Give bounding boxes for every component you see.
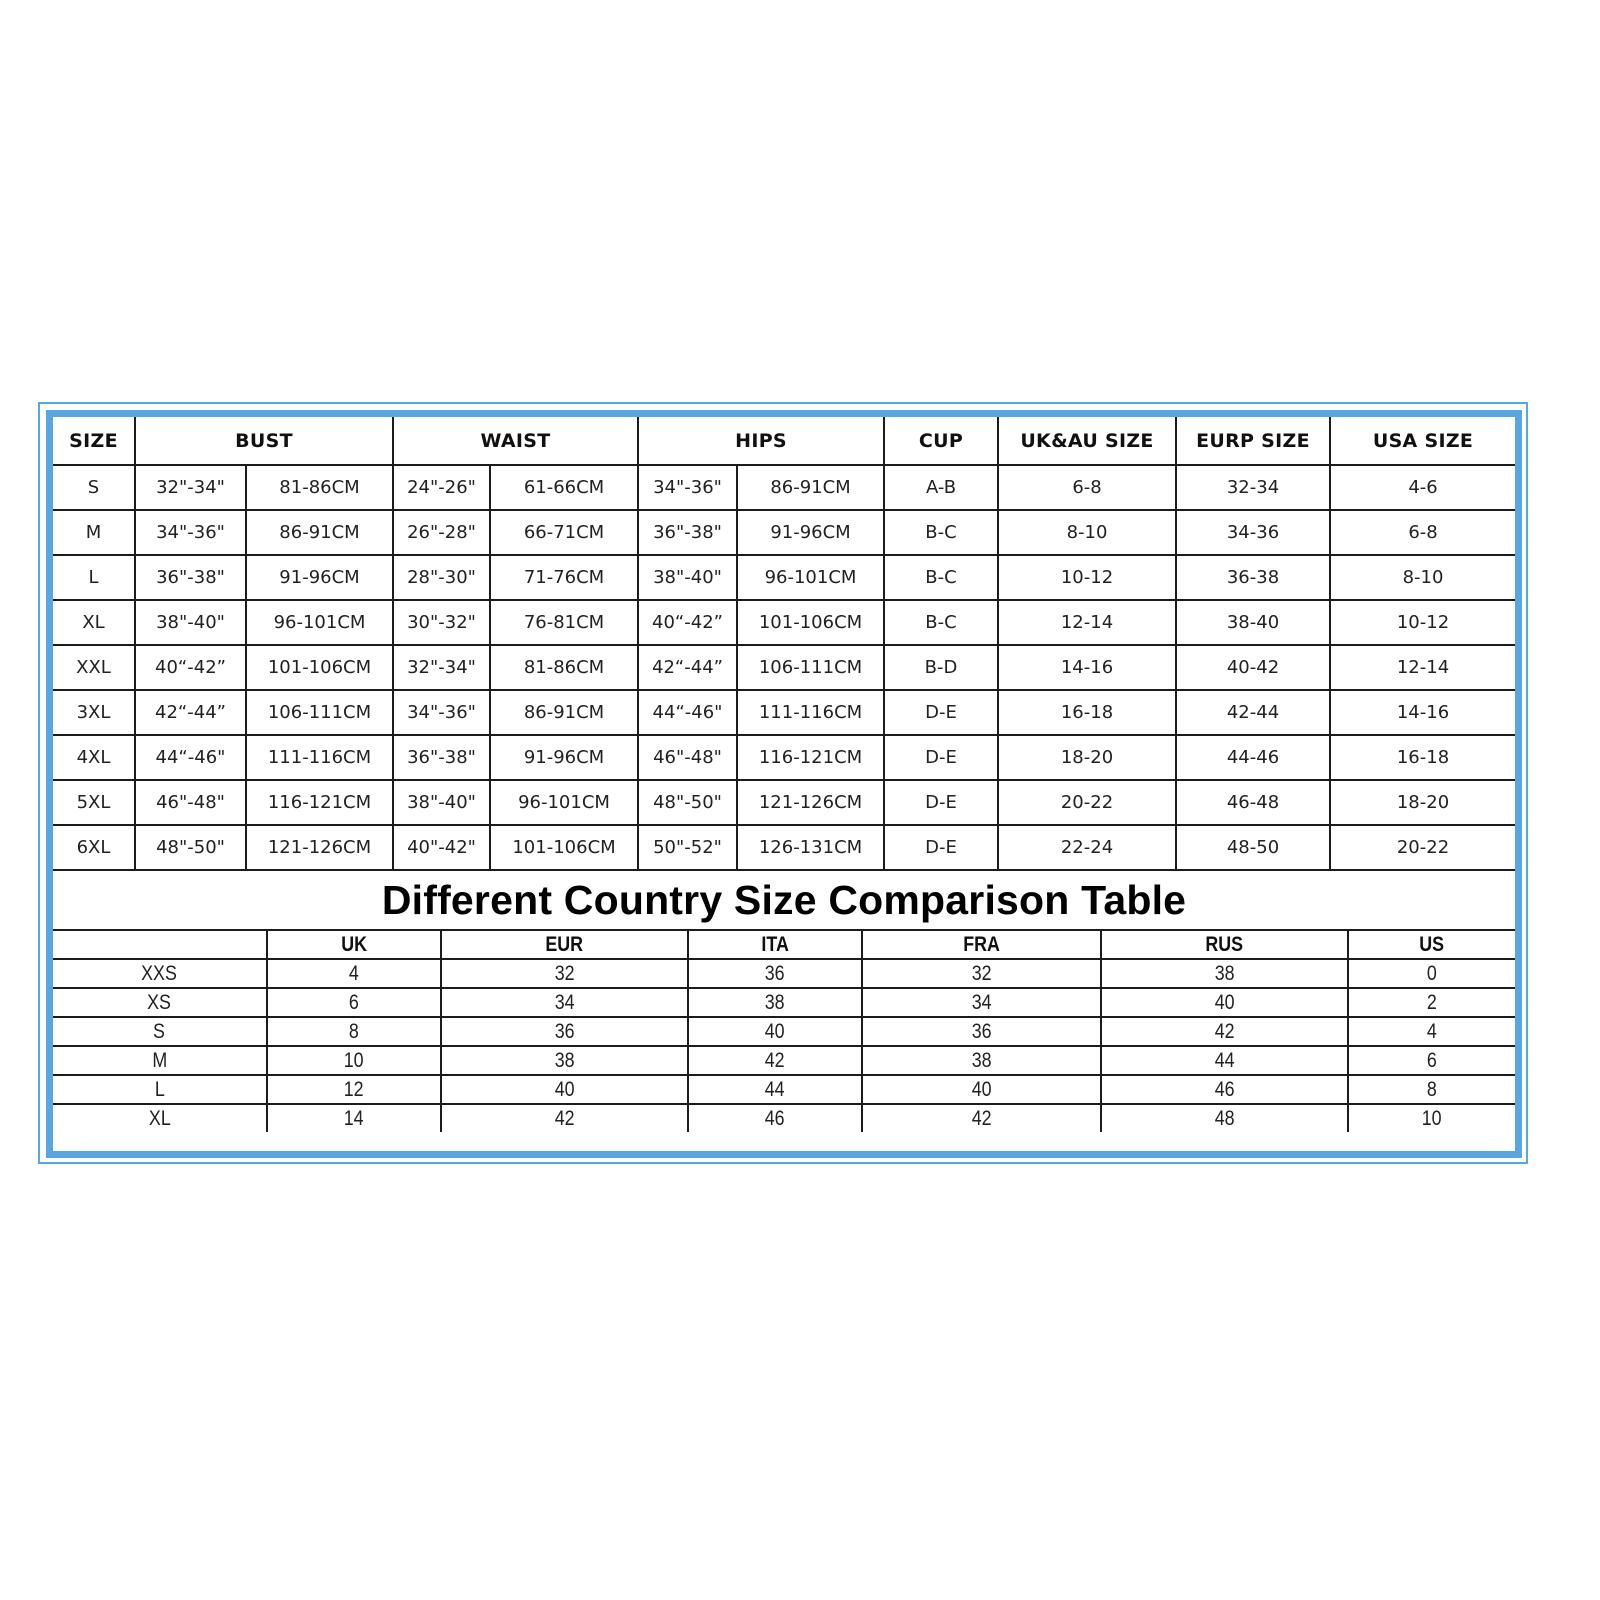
cell-bust-in: 40“-42”	[135, 645, 246, 690]
cell-eurp: 36-38	[1176, 555, 1330, 600]
cell-waist-cm: 91-96CM	[490, 735, 638, 780]
cell-bust-in: 38"-40"	[135, 600, 246, 645]
comparison-cell-value: 34	[971, 990, 992, 1014]
comparison-cell	[688, 1017, 862, 1046]
size-table-row	[53, 555, 1515, 600]
cell-waist-in: 32"-34"	[393, 645, 490, 690]
comparison-cell-value: 8	[349, 1019, 359, 1043]
header-waist: WAIST	[393, 417, 638, 465]
comparison-table-body	[53, 959, 1515, 1132]
cell-waist-cm: 101-106CM	[490, 825, 638, 870]
comparison-size-label	[53, 1046, 267, 1075]
cell-hips-in: 34"-36"	[638, 465, 737, 510]
comparison-header-label: FRA	[963, 932, 1000, 956]
cell-uk-au: 20-22	[998, 780, 1176, 825]
comparison-table-row	[53, 1104, 1515, 1132]
comparison-cell-value: 46	[1214, 1077, 1235, 1101]
comparison-table-row	[53, 1017, 1515, 1046]
comparison-cell	[267, 988, 441, 1017]
cell-size: M	[53, 510, 135, 555]
cell-hips-in: 38"-40"	[638, 555, 737, 600]
size-table-body	[53, 465, 1515, 870]
cell-waist-in: 38"-40"	[393, 780, 490, 825]
cell-waist-cm: 71-76CM	[490, 555, 638, 600]
size-table-header-row	[53, 417, 1515, 465]
comparison-cell-value: 38	[554, 1048, 575, 1072]
comparison-cell	[688, 959, 862, 988]
comparison-header-eur	[441, 930, 688, 959]
cell-bust-cm: 121-126CM	[246, 825, 393, 870]
comparison-table-row	[53, 1075, 1515, 1104]
cell-hips-in: 46"-48"	[638, 735, 737, 780]
comparison-cell-value: 48	[1214, 1106, 1235, 1130]
cell-cup: B-C	[884, 510, 998, 555]
cell-usa: 14-16	[1330, 690, 1515, 735]
header-hips: HIPS	[638, 417, 884, 465]
size-table-row	[53, 600, 1515, 645]
comparison-header-label: ITA	[761, 932, 789, 956]
cell-uk-au: 6-8	[998, 465, 1176, 510]
comparison-cell	[862, 959, 1101, 988]
cell-waist-in: 28"-30"	[393, 555, 490, 600]
comparison-size-label	[53, 1104, 267, 1132]
comparison-cell-value: 36	[765, 961, 785, 985]
comparison-cell	[1101, 959, 1348, 988]
header-size: SIZE	[53, 417, 135, 465]
comparison-cell	[267, 1075, 441, 1104]
cell-hips-cm: 126-131CM	[737, 825, 884, 870]
cell-hips-in: 44“-46"	[638, 690, 737, 735]
cell-cup: B-C	[884, 600, 998, 645]
cell-size: XL	[53, 600, 135, 645]
comparison-cell-value: 42	[765, 1048, 785, 1072]
cell-size: 4XL	[53, 735, 135, 780]
cell-hips-cm: 91-96CM	[737, 510, 884, 555]
comparison-table-row	[53, 988, 1515, 1017]
size-table-row	[53, 780, 1515, 825]
comparison-header-label: EUR	[545, 932, 584, 956]
comparison-cell-value: 6	[349, 990, 359, 1014]
cell-cup: D-E	[884, 690, 998, 735]
cell-usa: 10-12	[1330, 600, 1515, 645]
cell-uk-au: 12-14	[998, 600, 1176, 645]
header-eurp-size: EURP SIZE	[1176, 417, 1330, 465]
comparison-size-label	[53, 959, 267, 988]
cell-size: 6XL	[53, 825, 135, 870]
comparison-cell	[441, 1017, 688, 1046]
cell-eurp: 44-46	[1176, 735, 1330, 780]
comparison-cell	[267, 959, 441, 988]
cell-eurp: 32-34	[1176, 465, 1330, 510]
comparison-cell	[862, 1104, 1101, 1132]
cell-waist-cm: 66-71CM	[490, 510, 638, 555]
cell-bust-in: 32"-34"	[135, 465, 246, 510]
cell-usa: 12-14	[1330, 645, 1515, 690]
cell-waist-in: 30"-32"	[393, 600, 490, 645]
cell-bust-in: 48"-50"	[135, 825, 246, 870]
comparison-cell	[1348, 1104, 1515, 1132]
comparison-cell	[1101, 988, 1348, 1017]
cell-eurp: 38-40	[1176, 600, 1330, 645]
cell-size: 3XL	[53, 690, 135, 735]
comparison-cell-value: 36	[971, 1019, 992, 1043]
cell-hips-in: 42“-44”	[638, 645, 737, 690]
cell-hips-cm: 86-91CM	[737, 465, 884, 510]
comparison-cell-value: 40	[1214, 990, 1235, 1014]
cell-cup: A-B	[884, 465, 998, 510]
comparison-cell	[267, 1046, 441, 1075]
comparison-header-us	[1348, 930, 1515, 959]
cell-uk-au: 16-18	[998, 690, 1176, 735]
comparison-table-title: Different Country Size Comparison Table	[381, 876, 1187, 923]
cell-eurp: 46-48	[1176, 780, 1330, 825]
comparison-cell-value: 32	[971, 961, 992, 985]
comparison-cell-value: 38	[765, 990, 785, 1014]
comparison-cell	[267, 1104, 441, 1132]
comparison-cell-value: 40	[554, 1077, 575, 1101]
size-table-row	[53, 690, 1515, 735]
cell-cup: D-E	[884, 735, 998, 780]
cell-waist-cm: 96-101CM	[490, 780, 638, 825]
comparison-header-label: RUS	[1205, 932, 1244, 956]
cell-uk-au: 18-20	[998, 735, 1176, 780]
comparison-cell	[1348, 988, 1515, 1017]
cell-bust-in: 46"-48"	[135, 780, 246, 825]
comparison-cell	[1101, 1075, 1348, 1104]
size-table-row	[53, 825, 1515, 870]
cell-bust-cm: 81-86CM	[246, 465, 393, 510]
cell-bust-cm: 116-121CM	[246, 780, 393, 825]
cell-waist-cm: 81-86CM	[490, 645, 638, 690]
comparison-cell-value: 40	[971, 1077, 992, 1101]
cell-bust-cm: 86-91CM	[246, 510, 393, 555]
comparison-cell-value: 32	[554, 961, 575, 985]
comparison-header-ita	[688, 930, 862, 959]
comparison-cell	[688, 1046, 862, 1075]
header-bust: BUST	[135, 417, 393, 465]
comparison-cell-value: L	[154, 1077, 165, 1101]
comparison-table-row	[53, 1046, 1515, 1075]
comparison-cell	[441, 1075, 688, 1104]
cell-eurp: 40-42	[1176, 645, 1330, 690]
cell-bust-in: 36"-38"	[135, 555, 246, 600]
comparison-cell	[267, 1017, 441, 1046]
size-table-row	[53, 465, 1515, 510]
cell-hips-in: 50"-52"	[638, 825, 737, 870]
cell-hips-cm: 121-126CM	[737, 780, 884, 825]
cell-usa: 8-10	[1330, 555, 1515, 600]
comparison-cell-value: XS	[147, 990, 172, 1014]
size-table-row	[53, 510, 1515, 555]
cell-size: XXL	[53, 645, 135, 690]
cell-eurp: 48-50	[1176, 825, 1330, 870]
cell-usa: 16-18	[1330, 735, 1515, 780]
cell-size: L	[53, 555, 135, 600]
comparison-size-label	[53, 988, 267, 1017]
comparison-cell	[688, 1104, 862, 1132]
comparison-cell	[441, 988, 688, 1017]
cell-hips-cm: 116-121CM	[737, 735, 884, 780]
comparison-cell	[1348, 1017, 1515, 1046]
comparison-cell-value: 4	[1427, 1019, 1437, 1043]
comparison-cell	[862, 988, 1101, 1017]
comparison-cell-value: 8	[1427, 1077, 1437, 1101]
cell-cup: D-E	[884, 825, 998, 870]
cell-waist-in: 26"-28"	[393, 510, 490, 555]
comparison-cell	[441, 1046, 688, 1075]
cell-hips-cm: 96-101CM	[737, 555, 884, 600]
cell-usa: 18-20	[1330, 780, 1515, 825]
comparison-cell-value: S	[153, 1019, 166, 1043]
comparison-size-label	[53, 1017, 267, 1046]
comparison-cell-value: 2	[1427, 990, 1437, 1014]
comparison-header-label: UK	[341, 932, 367, 956]
comparison-cell-value: XL	[148, 1106, 171, 1130]
size-table-row	[53, 645, 1515, 690]
comparison-header-fra	[862, 930, 1101, 959]
cell-hips-cm: 101-106CM	[737, 600, 884, 645]
cell-cup: B-C	[884, 555, 998, 600]
comparison-cell-value: 34	[554, 990, 575, 1014]
comparison-cell-value: XXS	[141, 961, 178, 985]
comparison-cell	[1348, 959, 1515, 988]
header-usa-size: USA SIZE	[1330, 417, 1515, 465]
comparison-header-size	[53, 930, 267, 959]
cell-bust-cm: 101-106CM	[246, 645, 393, 690]
comparison-cell-value: 38	[971, 1048, 992, 1072]
cell-bust-in: 34"-36"	[135, 510, 246, 555]
comparison-size-label	[53, 1075, 267, 1104]
cell-hips-in: 36"-38"	[638, 510, 737, 555]
cell-waist-in: 24"-26"	[393, 465, 490, 510]
comparison-header-row	[53, 930, 1515, 959]
comparison-header-rus	[1101, 930, 1348, 959]
comparison-cell-value: 44	[765, 1077, 785, 1101]
cell-waist-cm: 76-81CM	[490, 600, 638, 645]
comparison-cell-value: 42	[1214, 1019, 1235, 1043]
comparison-cell	[1101, 1046, 1348, 1075]
comparison-cell	[1348, 1075, 1515, 1104]
comparison-cell	[441, 959, 688, 988]
comparison-cell-value: M	[152, 1048, 167, 1072]
comparison-cell	[862, 1046, 1101, 1075]
cell-usa: 20-22	[1330, 825, 1515, 870]
size-chart-sheet	[53, 417, 1515, 1151]
comparison-cell	[1101, 1104, 1348, 1132]
comparison-header-uk	[267, 930, 441, 959]
header-cup: CUP	[884, 417, 998, 465]
comparison-cell	[688, 1075, 862, 1104]
cell-hips-cm: 106-111CM	[737, 645, 884, 690]
cell-bust-cm: 111-116CM	[246, 735, 393, 780]
cell-bust-cm: 96-101CM	[246, 600, 393, 645]
cell-bust-cm: 91-96CM	[246, 555, 393, 600]
cell-hips-in: 40“-42”	[638, 600, 737, 645]
comparison-table-row	[53, 959, 1515, 988]
cell-cup: D-E	[884, 780, 998, 825]
cell-waist-in: 36"-38"	[393, 735, 490, 780]
comparison-cell-value: 0	[1427, 961, 1437, 985]
cell-size: S	[53, 465, 135, 510]
cell-size: 5XL	[53, 780, 135, 825]
cell-hips-cm: 111-116CM	[737, 690, 884, 735]
cell-uk-au: 22-24	[998, 825, 1176, 870]
comparison-cell	[1101, 1017, 1348, 1046]
cell-bust-in: 44“-46"	[135, 735, 246, 780]
cell-eurp: 34-36	[1176, 510, 1330, 555]
comparison-cell-value: 38	[1214, 961, 1235, 985]
cell-uk-au: 14-16	[998, 645, 1176, 690]
cell-waist-cm: 86-91CM	[490, 690, 638, 735]
comparison-cell-value: 46	[765, 1106, 785, 1130]
comparison-cell	[862, 1075, 1101, 1104]
cell-uk-au: 10-12	[998, 555, 1176, 600]
cell-hips-in: 48"-50"	[638, 780, 737, 825]
comparison-cell	[688, 988, 862, 1017]
comparison-cell	[1348, 1046, 1515, 1075]
comparison-cell-value: 4	[349, 961, 359, 985]
comparison-cell-value: 42	[971, 1106, 992, 1130]
country-comparison-table	[53, 929, 1515, 1132]
comparison-cell-value: 10	[344, 1048, 364, 1072]
comparison-cell-value: 14	[344, 1106, 364, 1130]
cell-eurp: 42-44	[1176, 690, 1330, 735]
header-uk-au-size: UK&AU SIZE	[998, 417, 1176, 465]
comparison-cell-value: 44	[1214, 1048, 1235, 1072]
cell-usa: 4-6	[1330, 465, 1515, 510]
size-measurement-table	[53, 417, 1515, 871]
comparison-cell-value: 42	[554, 1106, 575, 1130]
cell-usa: 6-8	[1330, 510, 1515, 555]
comparison-cell-value: 40	[765, 1019, 785, 1043]
cell-bust-in: 42“-44”	[135, 690, 246, 735]
cell-waist-cm: 61-66CM	[490, 465, 638, 510]
comparison-cell-value: 36	[554, 1019, 575, 1043]
comparison-cell-value: 6	[1427, 1048, 1437, 1072]
size-table-row	[53, 735, 1515, 780]
comparison-cell-value: 10	[1422, 1106, 1442, 1130]
cell-bust-cm: 106-111CM	[246, 690, 393, 735]
cell-uk-au: 8-10	[998, 510, 1176, 555]
cell-waist-in: 34"-36"	[393, 690, 490, 735]
cell-waist-in: 40"-42"	[393, 825, 490, 870]
cell-cup: B-D	[884, 645, 998, 690]
comparison-cell	[441, 1104, 688, 1132]
comparison-cell-value: 12	[344, 1077, 364, 1101]
comparison-cell	[862, 1017, 1101, 1046]
comparison-header-label: US	[1419, 932, 1445, 956]
